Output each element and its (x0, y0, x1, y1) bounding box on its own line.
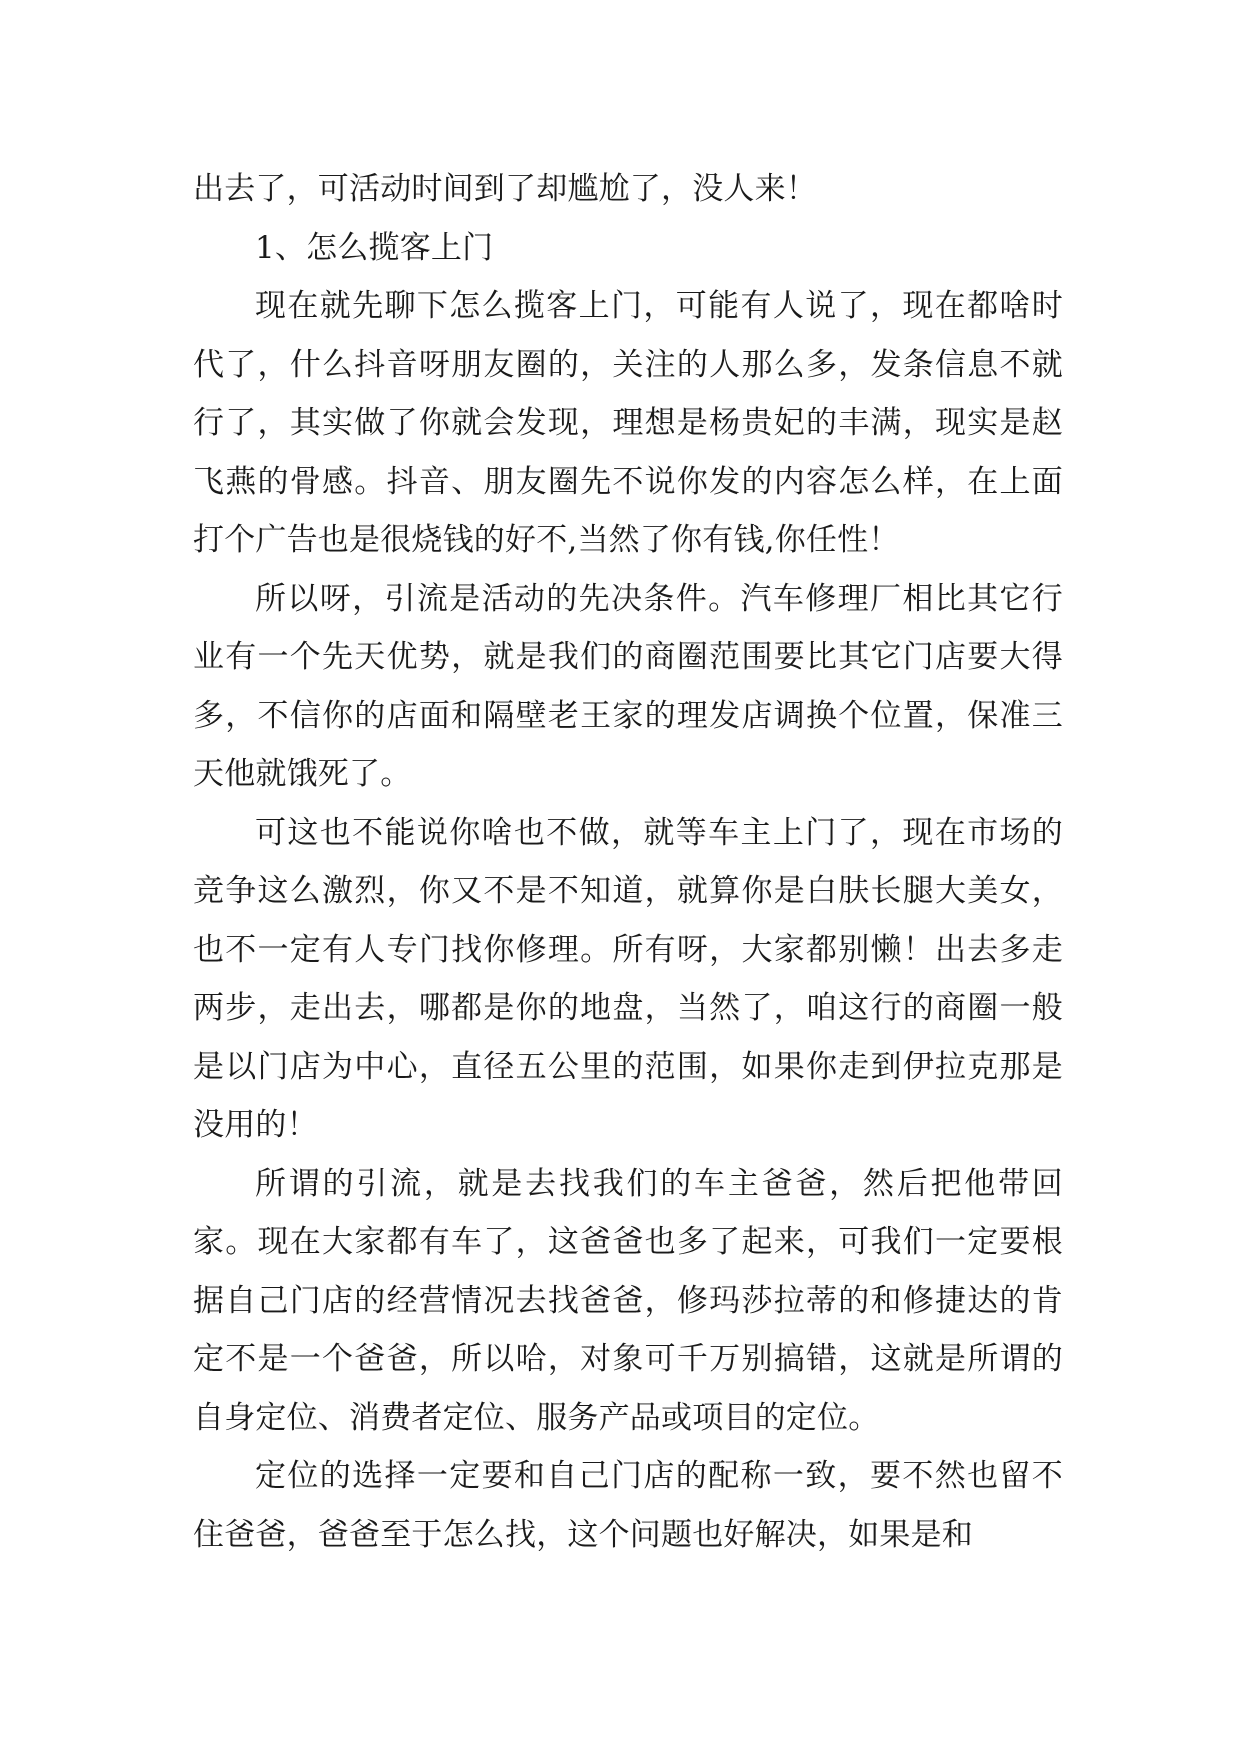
paragraph-continuation: 出去了，可活动时间到了却尴尬了，没人来！ (193, 171, 817, 207)
section-heading: 1、怎么揽客上门 (255, 229, 494, 266)
paragraph: 可这也不能说你啥也不做，就等车主上门了，现在市场的竞争这么激烈，你又不是不知道，就算你是白肤长腿大美女，也不一定有人专门找你修理。所有呀，大家都别懒！出去多走两步，走出去，哪都是你的地盘，当然了，咱这行的商圈一般是以门店为中心，直径五公里的范围，如果你走到伊拉克那是没用的！ (193, 814, 1063, 1143)
paragraph: 定位的选择一定要和自己门店的配称一致，要不然也留不住爸爸，爸爸至于怎么找，这个问题也好解决，如果是和 (193, 1458, 1063, 1553)
paragraph: 现在就先聊下怎么揽客上门，可能有人说了，现在都啥时代了，什么抖音呀朋友圈的，关注的人那么多，发条信息不就行了，其实做了你就会发现，理想是杨贵妃的丰满，现实是赵飞燕的骨感。抖音、朋友圈先不说你发的内容怎么样，在上面打个广告也是很烧钱的好不,当然了你有钱,你任性！ (193, 288, 1063, 558)
paragraph: 所谓的引流，就是去找我们的车主爸爸，然后把他带回家。现在大家都有车了，这爸爸也多了起来，可我们一定要根据自己门店的经营情况去找爸爸，修玛莎拉蒂的和修捷达的肯定不是一个爸爸，所以哈，对象可千万别搞错，这就是所谓的自身定位、消费者定位、服务产品或项目的定位。 (193, 1165, 1063, 1436)
document-body (193, 160, 1063, 1564)
paragraph: 所以呀，引流是活动的先决条件。汽车修理厂相比其它行业有一个先天优势，就是我们的商圈范围要比其它门店要大得多，不信你的店面和隔壁老王家的理发店调换个位置，保准三天他就饿死了。 (193, 580, 1063, 792)
